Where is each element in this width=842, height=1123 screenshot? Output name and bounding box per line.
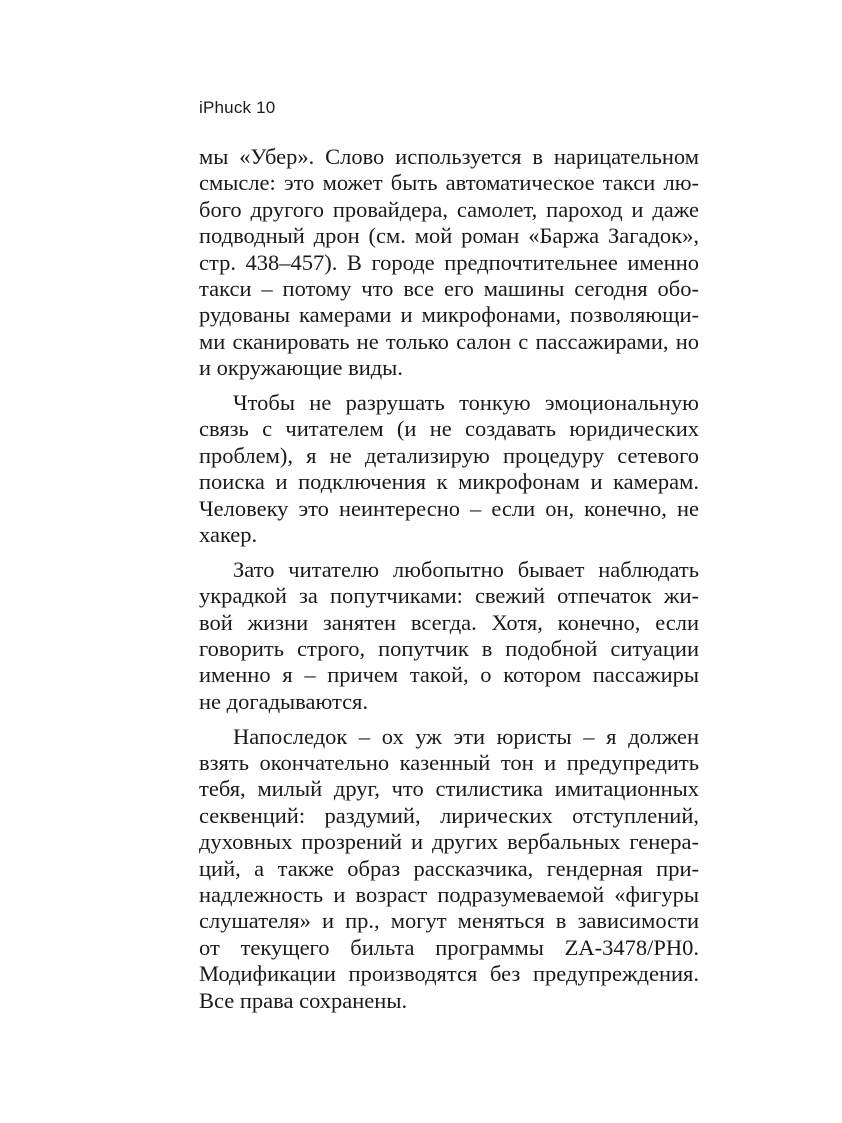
paragraph-gap [199, 382, 699, 391]
text-line: не догадываются. [199, 688, 369, 714]
text-line: проблем), я не детализирую процедуру сетевого [199, 442, 699, 468]
text-line: Человеку это неинтересно – если он, конечно, не [199, 495, 699, 521]
text-line: рудованы камерами и микрофонами, позволяющи- [199, 302, 699, 328]
text-line: украдкой за попутчиками: свежий отпечаток жи- [199, 583, 699, 609]
paragraph-gap [199, 548, 699, 557]
text-line: Зато читателю любопытно бывает наблюдать [233, 556, 699, 582]
paragraph-gap [199, 715, 699, 724]
text-line: слушателя» и пр., могут меняться в зависимости [199, 908, 699, 934]
text-line: бого другого провайдера, самолет, пароход и даже [199, 196, 699, 222]
paragraph [199, 724, 699, 1014]
text-line: такси – потому что все его машины сегодня обо- [199, 275, 699, 301]
text-line: связь с читателем (и не создавать юридических [199, 416, 699, 442]
text-line: тебя, милый друг, что стилистика имитационных [199, 776, 699, 802]
text-line: Чтобы не разрушать тонкую эмоциональную [233, 390, 699, 416]
text-line: ми сканировать не только салон с пассажирами, но [199, 328, 699, 354]
text-line: взять окончательно казенный тон и предупредить [199, 750, 699, 776]
text-line: подводный дрон (см. мой роман «Баржа Загадок», [199, 223, 699, 249]
text-line: надлежность и возраст подразумеваемой «фигуры [199, 882, 699, 908]
paragraph [199, 557, 699, 715]
running-head: iPhuck 10 [199, 98, 276, 117]
text-line: именно я – причем такой, о котором пассажиры [199, 662, 699, 688]
paragraph [199, 144, 699, 382]
text-line: секвенций: раздумий, лирических отступлений, [199, 802, 699, 828]
text-line: духовных прозрений и других вербальных генера- [199, 829, 699, 855]
text-line: ций, а также образ рассказчика, гендерная при- [199, 855, 699, 881]
text-line: поиска и подключения к микрофонам и камерам. [199, 469, 699, 495]
paragraph [199, 390, 699, 548]
text-line: стр. 438–457). В городе предпочтительнее именно [199, 249, 699, 275]
text-line: Все права сохранены. [199, 987, 408, 1013]
text-line: хакер. [199, 521, 258, 547]
body-text [199, 144, 699, 1014]
text-line: и окружающие виды. [199, 355, 403, 381]
text-line: мы «Убер». Слово используется в нарицательном [199, 144, 699, 169]
text-line: Напоследок – ох уж эти юристы – я должен [233, 723, 699, 749]
text-line: Модификации производятся без предупреждения. [199, 961, 699, 987]
text-line: вой жизни занятен всегда. Хотя, конечно, если [199, 609, 699, 635]
text-line: от текущего бильта программы ZA-3478/PH0. [199, 934, 699, 960]
text-line: смысле: это может быть автоматическое такси лю- [199, 170, 699, 196]
text-line: говорить строго, попутчик в подобной ситуации [199, 636, 699, 662]
